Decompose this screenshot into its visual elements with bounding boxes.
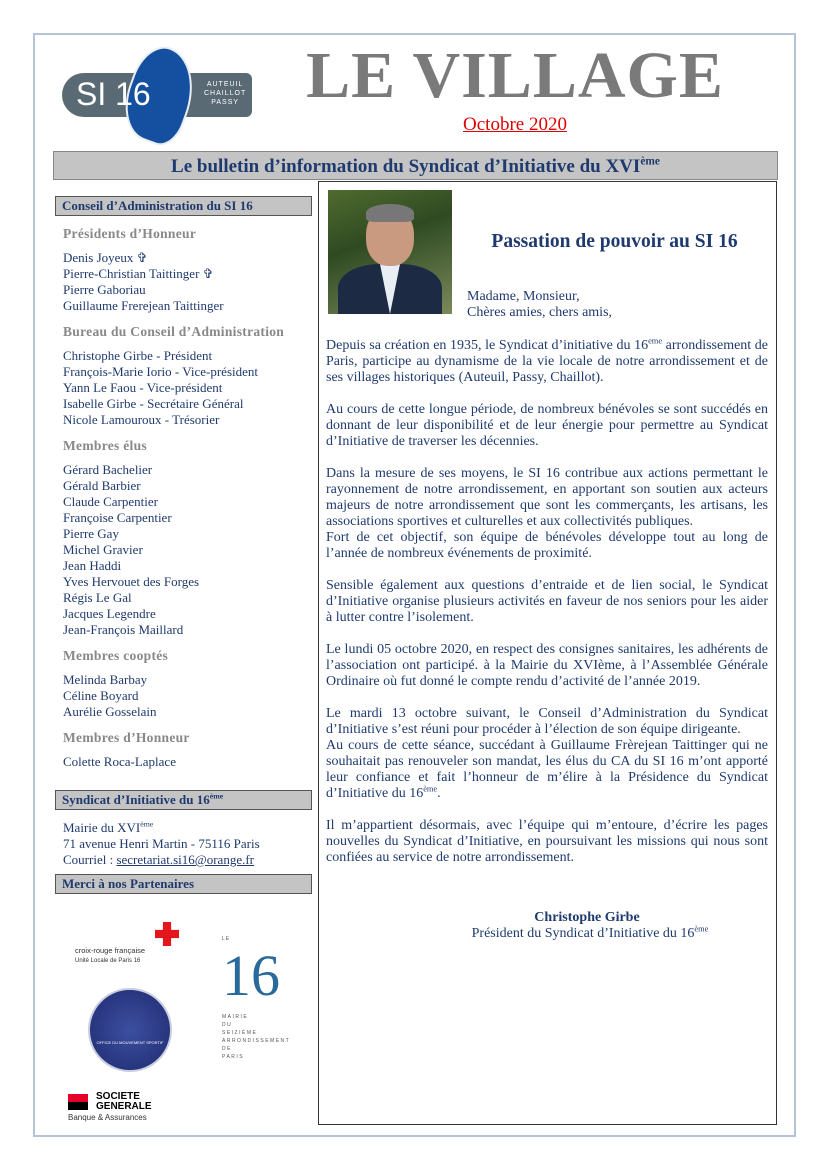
paragraph: Le mardi 13 octobre suivant, le Conseil d’Administration du Syndicat d’Initiative s’est réuni pour procéder à l’élection de son équipe dirigeante.	[326, 706, 768, 737]
contact-heading: Syndicat d’Initiative du 16ème	[55, 790, 312, 810]
group-heading: Bureau du Conseil d’Administration	[63, 324, 285, 339]
paragraph: Il m’appartient désormais, avec l’équipe qui m’entoure, d’écrire les pages nouvelles du Syndicat d’Initiative, en poursuivant les missions qui nous sont confiées au service de notre arrondissement.	[326, 818, 768, 865]
group-heading: Membres élus	[63, 438, 147, 453]
council-heading: Conseil d’Administration du SI 16	[55, 196, 312, 216]
paragraph: Sensible également aux questions d’entraide et de lien social, le Syndicat d’Initiative organise plusieurs activités en faveur de nos seniors pour les aider à lutter contre l’isolement.	[326, 578, 768, 625]
paragraph: Au cours de cette longue période, de nombreux bénévoles se sont succédés en donnant de leur disponibilité et de leur énergie pour permettre au Syndicat d’Initiative de traverser les décennies.	[326, 402, 768, 449]
mairie-16-logo: LE 16 MAIRIE DU SEIZIÈME ARRONDISSEMENT DE PARIS	[222, 936, 291, 1060]
si16-logo: SI 16 AUTEUIL CHAILLOT PASSY	[62, 45, 252, 145]
president-photo	[328, 190, 452, 314]
member-name: Pierre Gay	[63, 526, 119, 541]
newsletter-title: LE VILLAGE	[306, 39, 724, 112]
member-name: Régis Le Gal	[63, 590, 132, 605]
member-name: Céline Boyard	[63, 688, 139, 703]
subtitle-band: Le bulletin d’information du Syndicat d’Initiative du XVIème	[53, 151, 778, 180]
member-name: Jean-François Maillard	[63, 622, 184, 637]
member-name: Melinda Barbay	[63, 672, 148, 687]
oms-logo: OFFICE DU MOUVEMENT SPORTIF	[88, 988, 172, 1072]
member-name: Gérald Barbier	[63, 478, 141, 493]
email-link[interactable]: secretariat.si16@orange.fr	[116, 852, 255, 867]
member-name: Guillaume Frerejean Taittinger	[63, 298, 224, 313]
member-name: Pierre Gaboriau	[63, 282, 146, 297]
member-name: Isabelle Girbe - Secrétaire Général	[63, 396, 244, 411]
member-name: Michel Gravier	[63, 542, 143, 557]
greeting: Madame, Monsieur, Chères amies, chers amis,	[467, 289, 613, 320]
member-name: Claude Carpentier	[63, 494, 158, 509]
article-headline: Passation de pouvoir au SI 16	[491, 231, 738, 252]
member-list	[55, 462, 312, 638]
group-heading: Présidents d’Honneur	[63, 226, 197, 241]
member-name: Nicole Lamouroux - Trésorier	[63, 412, 220, 427]
group-heading: Membres cooptés	[63, 648, 169, 663]
member-name: François-Marie Iorio - Vice-président	[63, 364, 258, 379]
article-body	[326, 338, 768, 942]
member-name: Yann Le Faou - Vice-président	[63, 380, 223, 395]
sidebar	[55, 196, 312, 894]
paragraph: Le lundi 05 octobre 2020, en respect des consignes sanitaires, les adhérents de l’association ont participé. à la Mairie du XVIème, à l’Assemblée Générale Ordinaire où fut donné le compte rendu d’activité de l’année 2019.	[326, 642, 768, 689]
member-name: Françoise Carpentier	[63, 510, 172, 525]
contact-block: Mairie du XVIème 71 avenue Henri Martin - 75116 Paris Courriel : secretariat.si16@orange.fr	[63, 819, 260, 867]
partners-heading: Merci à nos Partenaires	[55, 874, 312, 894]
issue-date: Octobre 2020	[463, 114, 567, 135]
group-heading: Membres d’Honneur	[63, 730, 190, 745]
member-list	[55, 250, 312, 314]
paragraph: Fort de cet objectif, son équipe de bénévoles développe tout au long de l’année de nombreux événements de proximité.	[326, 530, 768, 561]
member-list	[55, 348, 312, 428]
member-list	[55, 754, 312, 770]
paragraph: Dans la mesure de ses moyens, le SI 16 contribue aux actions permettant le rayonnement de notre arrondissement, en apportant son soutien aux acteurs majeurs de notre arrondissement que sont les commerçants, les artisans, les associations sportives et culturelles et aux collectivités publiques.	[326, 466, 768, 529]
member-name: Yves Hervouet des Forges	[63, 574, 200, 589]
paragraph: Au cours de cette séance, succédant à Guillaume Frèrejean Taittinger qui ne souhaitait pas renouveler son mandat, les élus du CA du SI 16 m’ont apporté leur confiance et fait l’honneur de m’élire à la Présidence du Syndicat d’Initiative du 16ème.	[326, 738, 768, 801]
member-name: Pierre-Christian Taittinger ✞	[63, 266, 214, 281]
member-name: Jean Haddi	[63, 558, 122, 573]
member-name: Aurélie Gosselain	[63, 704, 157, 719]
member-name: Jacques Legendre	[63, 606, 156, 621]
societe-generale-logo: SOCIETE GENERALE Banque & Assurances	[68, 1091, 152, 1122]
member-name: Colette Roca-Laplace	[63, 754, 176, 769]
paragraph: Depuis sa création en 1935, le Syndicat d’initiative du 16eme arrondissement de Paris, participe au dynamisme de la vie locale de notre arrondissement et de ses villages historiques (Auteuil, Passy, Chaillot).	[326, 336, 768, 385]
signature: Christophe Girbe Président du Syndicat d’Initiative du 16ème	[471, 910, 709, 941]
croix-rouge-logo: croix-rouge française Unité Locale de Paris 16	[75, 922, 185, 966]
member-name: Gérard Bachelier	[63, 462, 153, 477]
member-name: Christophe Girbe - Président	[63, 348, 213, 363]
member-name: Denis Joyeux ✞	[63, 250, 148, 265]
member-list	[55, 672, 312, 720]
